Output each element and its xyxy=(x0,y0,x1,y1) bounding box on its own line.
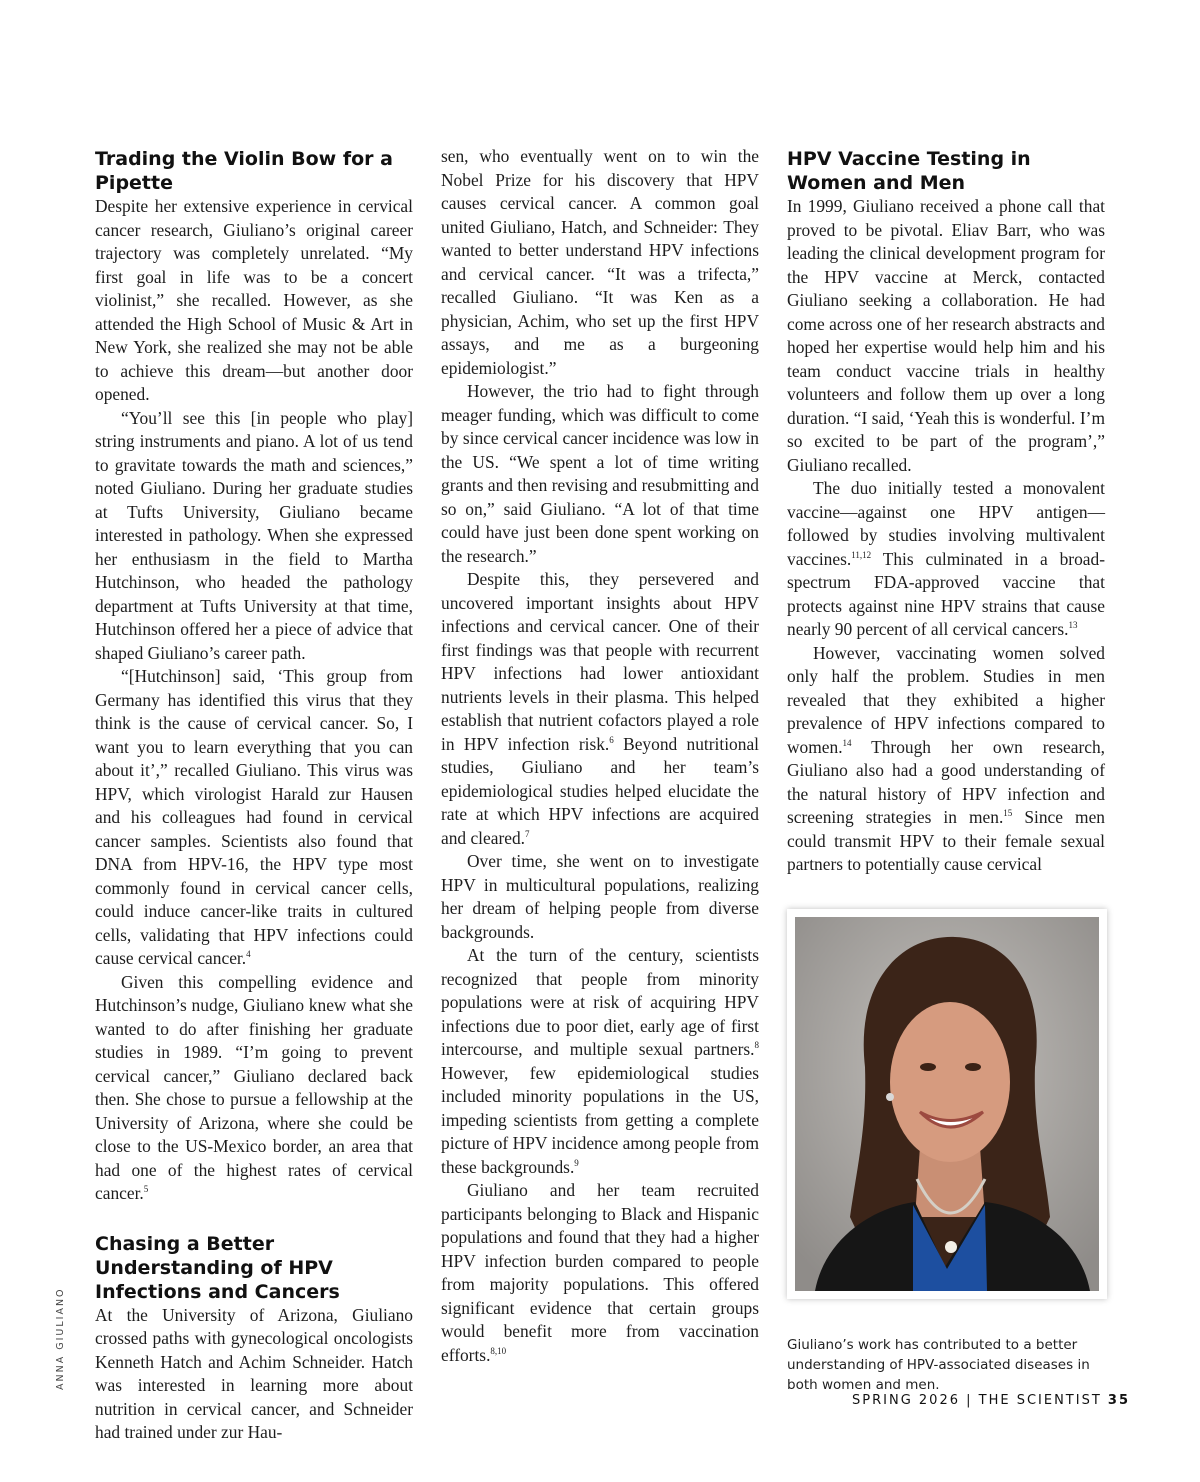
section-heading-vaccine: HPV Vaccine Testing in Women and Men xyxy=(787,148,1031,194)
paragraph: Giuliano and her team recruited participants belonging to Black and Hispanic populations and found that they had a higher HPV infection burden compared to people from majority populations. This offered significant evidence that certain groups would benefit more from vaccination efforts.$^{8,10}$ xyxy=(441,1180,759,1365)
reference-marker: 4 xyxy=(246,949,251,960)
reference-marker: 8,10 xyxy=(490,1345,507,1356)
reference-marker: 13 xyxy=(1068,620,1078,631)
paragraph: “You’ll see this [in people who play] string instruments and piano. A lot of us tend to gravitate towards the math and sciences,” noted Giuliano. During her graduate studies at Tufts University, Giuliano became interested in pathology. When she expressed her enthusiasm in the field to Martha Hutchinson, who headed the pathology department at Tufts University at that time, Hutchinson offered her a piece of advice that shaped Giuliano’s career path. xyxy=(95,407,413,663)
column-3 xyxy=(787,145,1105,877)
column-1 xyxy=(95,145,413,1445)
paragraph: In 1999, Giuliano received a phone call that proved to be pivotal. Eliav Barr, who was leading the clinical development program for the HPV vaccine at Merck, contacted Giuliano seeking a collaboration. He had come across one of her research abstracts and hoped her expertise would help him and his team conduct vaccine trials in healthy volunteers and follow them up over a long duration. “I said, ‘Yeah this is wonderful. I’m so excited to be part of the program’,” Giuliano recalled. xyxy=(787,196,1105,475)
paragraph: Over time, she went on to investigate HPV in multicultural populations, realizing her dream of helping people from diverse backgrounds. xyxy=(441,851,759,942)
reference-marker: 11,12 xyxy=(851,549,872,560)
portrait-illustration xyxy=(795,917,1099,1291)
photo-credit: ANNA GIULIANO xyxy=(55,1287,66,1390)
page-footer xyxy=(852,1393,1130,1408)
paragraph: “[Hutchinson] said, ‘This group from Germany has identified this virus that they think is the cause of cervical cancer. So, I want you to learn everything that you can about it’,” recalled Giuliano. This virus was HPV, which virologist Harald zur Hausen and his colleagues had found in cervical cancer samples. Scientists also found that DNA from HPV-16, the HPV type most commonly found in cervical cancer cells, could induce cancer-like traits in cultured cells, validating that HPV infections could cause cervical cancer.$^4$ xyxy=(95,666,413,968)
paragraph: sen, who eventually went on to win the Nobel Prize for his discovery that HPV causes cervical cancer. A common goal united Giuliano, Hatch, and Schneider: They wanted to better understand HPV infections and cervical cancer. “It was a trifecta,” recalled Giuliano. “It was Ken as a physician, Achim, who set up the first HPV assays, and me as a burgeoning epidemiologist.” xyxy=(441,146,759,378)
reference-marker: 9 xyxy=(574,1157,579,1168)
paragraph: However, the trio had to fight through meager funding, which was difficult to come by since cervical cancer incidence was low in the US. “We spent a lot of time writing grants and then revising and resubmitting and so on,” said Giuliano. “A lot of that time could have just been done spent working on the research.” xyxy=(441,381,759,566)
reference-marker: 7 xyxy=(525,828,530,839)
section-heading-violin: Trading the Violin Bow for a Pipette xyxy=(95,148,393,194)
paragraph: Despite her extensive experience in cervical cancer research, Giuliano’s original career trajectory was completely unrelated. “My first goal in life was to be a concert violinist,” she recalled. However, as she attended the High School of Music & Art in New York, she realized she may not be able to achieve this dream—but another door opened. xyxy=(95,196,413,404)
section-heading-chasing: Chasing a Better Understanding of HPV Infections and Cancers xyxy=(95,1232,340,1303)
paragraph: At the turn of the century, scientists recognized that people from minority populations were at risk of acquiring HPV infections due to poor diet, early age of first intercourse, and multiple sexual partners.$^8$ However, few epidemiological studies included minority populations in the US, impeding scientists from getting a complete picture of HPV incidence among people from these backgrounds.$^9$ xyxy=(441,945,759,1177)
column-2 xyxy=(441,145,759,1367)
issue-label: SPRING 2026 | THE SCIENTIST xyxy=(852,1393,1102,1408)
paragraph: At the University of Arizona, Giuliano crossed paths with gynecological oncologists Kenneth Hatch and Achim Schneider. Hatch was interested in learning more about nutrition in cervical cancer, and Schneider had trained under zur Hau- xyxy=(95,1304,413,1442)
reference-marker: 14 xyxy=(842,737,852,748)
paragraph: However, vaccinating women solved only half the problem. Studies in men revealed that they exhibited a higher prevalence of HPV infections compared to women.$^{14}$ Through her own research, Giuliano also had a good understanding of the natural history of HPV infection and screening strategies in men.$^{15}$ Since men could transmit HPV to their female sexual partners to potentially cause cervical xyxy=(787,642,1105,874)
portrait-photo xyxy=(787,909,1107,1299)
reference-marker: 6 xyxy=(609,734,614,745)
reference-marker: 8 xyxy=(754,1040,759,1051)
reference-marker: 5 xyxy=(143,1184,149,1195)
paragraph: Given this compelling evidence and Hutchinson’s nudge, Giuliano knew what she wanted to do after finishing her graduate studies in 1989. “I’m going to prevent cervical cancer,” Giuliano declared back then. She chose to pursue a fellowship at the University of Arizona, where she could be close to the US-Mexico border, an area that had one of the highest rates of cervical cancer.$^5$ xyxy=(95,971,413,1203)
reference-marker: 15 xyxy=(1003,808,1013,819)
photo-caption: Giuliano’s work has contributed to a better understanding of HPV-associated diseases in both women and men. xyxy=(787,1337,1090,1393)
paragraph: Despite this, they persevered and uncovered important insights about HPV infections and cervical cancer. One of their first findings was that people with recurrent HPV infections had lower antioxidant nutrients levels in their plasma. This helped establish that nutrient cofactors played a role in HPV infection risk.$^6$ Beyond nutritional studies, Giuliano and her team’s epidemiological studies helped elucidate the rate at which HPV infections are acquired and cleared.$^7$ xyxy=(441,569,759,848)
page-number: 35 xyxy=(1107,1393,1130,1408)
paragraph: The duo initially tested a monovalent vaccine—against one HPV antigen—followed by studies involving multivalent vaccines.$^{11,12}$ This culminated in a broad-spectrum FDA-approved vaccine that protects against nine HPV strains that cause nearly 90 percent of all cervical cancers.$^{13}$ xyxy=(787,478,1105,639)
